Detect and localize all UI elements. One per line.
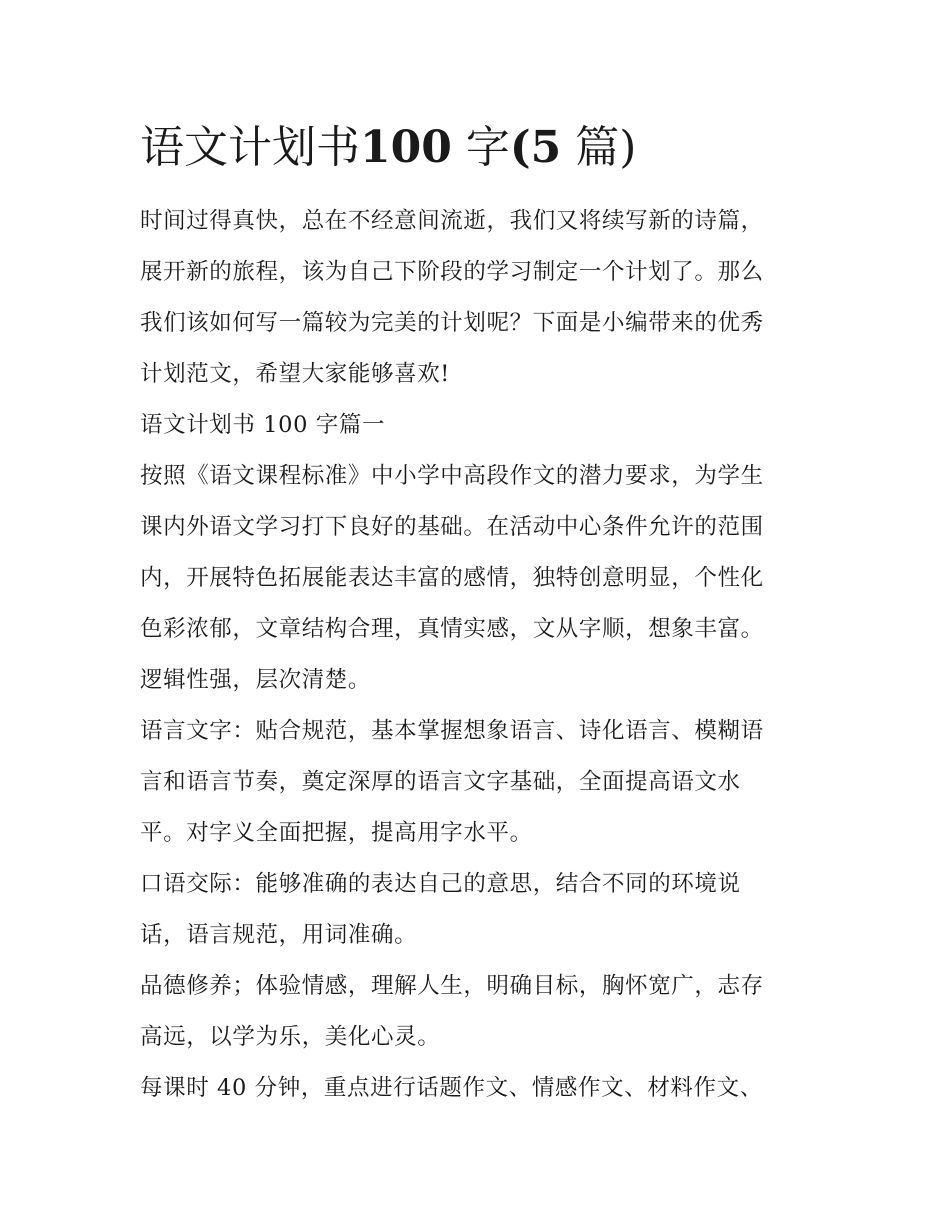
title-text-1: 语文计划书: [140, 122, 360, 173]
body-line: 口语交际：能够准确的表达自己的意思，结合不同的环境说: [140, 871, 741, 897]
document-title: [140, 118, 840, 178]
body-line: 品德修养；体验情感，理解人生，明确目标，胸怀宽广，志存: [140, 973, 764, 999]
title-text-3: 篇): [575, 122, 637, 173]
body-line: 按照《语文课程标准》中小学中高段作文的潜力要求，为学生: [140, 463, 764, 489]
body-line: 展开新的旅程，该为自己下阶段的学习制定一个计划了。那么: [140, 259, 764, 285]
body-line: 逻辑性强，层次清楚。: [140, 667, 372, 693]
body-line: 色彩浓郁，文章结构合理，真情实感，文从字顺，想象丰富。: [140, 616, 764, 642]
body-line: 内，开展特色拓展能表达丰富的感情，独特创意明显，个性化: [140, 565, 764, 591]
title-count: (5: [509, 122, 562, 173]
body-line: 我们该如何写一篇较为完美的计划呢？下面是小编带来的优秀: [140, 310, 764, 336]
body-line: 课内外语文学习打下良好的基础。在活动中心条件允许的范围: [140, 514, 764, 540]
body-line: 计划范文，希望大家能够喜欢!: [140, 361, 450, 387]
body-line: 话，语言规范，用词准确。: [140, 922, 418, 948]
body-line: 言和语言节奏，奠定深厚的语言文字基础，全面提高语文水: [140, 769, 741, 795]
section-heading: 语文计划书 100 字篇一: [140, 412, 386, 438]
body-line: 时间过得真快，总在不经意间流逝，我们又将续写新的诗篇，: [140, 208, 764, 234]
body-line: 高远，以学为乐，美化心灵。: [140, 1024, 441, 1050]
title-text-2: 字: [465, 122, 510, 173]
body-line: 平。对字义全面把握，提高用字水平。: [140, 820, 533, 846]
title-number: 100: [360, 122, 452, 173]
body-line: 语言文字：贴合规范，基本掌握想象语言、诗化语言、模糊语: [140, 718, 764, 744]
body-line: 每课时 40 分钟，重点进行话题作文、情感作文、材料作文、: [140, 1075, 763, 1101]
